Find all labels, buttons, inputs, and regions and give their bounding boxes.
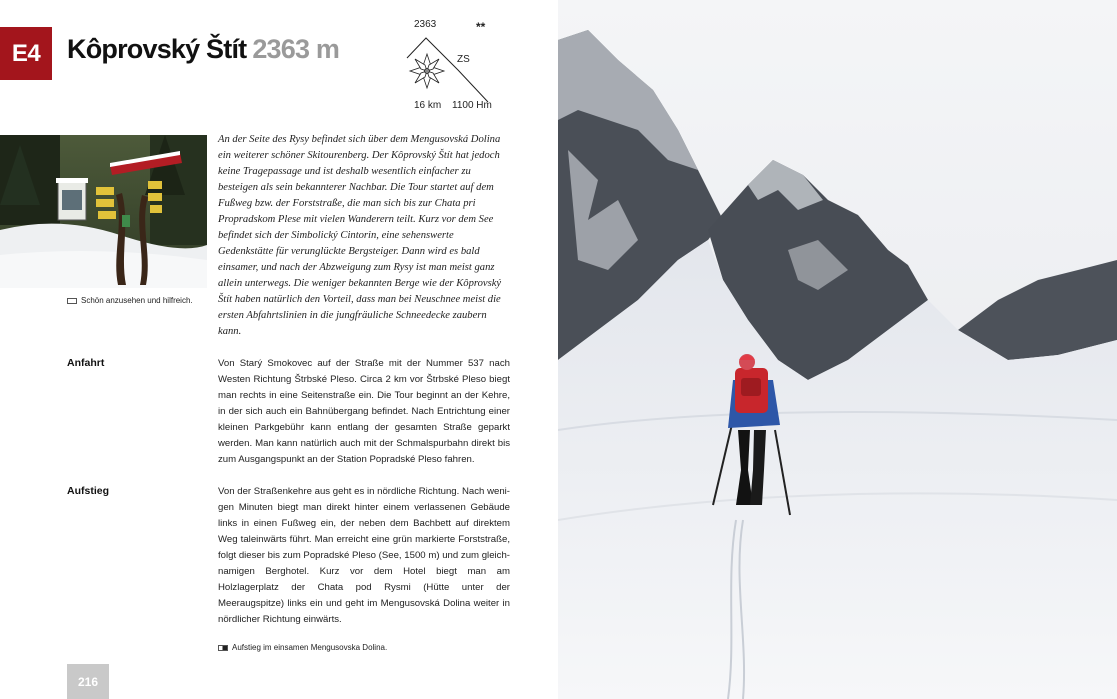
- section-text-anfahrt: [218, 356, 510, 468]
- caption-marker-icon: [218, 645, 228, 651]
- main-photo: [558, 0, 1117, 699]
- main-caption-text: Aufstieg im einsamen Mengusovska Dolina.: [232, 643, 388, 652]
- tour-profile: [400, 14, 500, 114]
- peak-name: Kôprovský Štít: [67, 34, 247, 64]
- section-text-aufstieg: [218, 484, 510, 628]
- thumb-caption-text: Schön anzusehen und hilfreich.: [81, 296, 193, 305]
- left-page: [0, 0, 558, 699]
- anfahrt-paragraph: Von Starý Smokovec auf der Straße mit der Nummer 537 nach Westen Richtung Štrbské Pleso. Circa 2 km vor Štrbské Pleso biegt man rechts in eine Seitenstraße ein. Die Tour beginnt an der Kehre, in der sich auch ein Bahnübergang befindet. Nach Entrichtung einer kleinen Parkgebühr kann entlang der gesamten Straße geparkt werden. Man kann natürlich auch mit der Schmalspurbahn direkt bis zum Ausgangspunkt an der Station Popradské Pleso fahren.: [218, 358, 510, 465]
- page-title: [67, 34, 339, 65]
- tour-code: E4: [11, 39, 41, 67]
- intro-paragraph: An der Seite des Rysy befindet sich über dem Mengusovská Dolina ein weiterer schöner Skitourenberg. Der Kôprovský Štít hat jedoch keine Tragepassage und ist deshalb wesentlich einfacher zu besteigen als sein bekannterer Nachbar. Die Tour startet auf dem Fußweg bzw. der Forststraße, die man sich bis zur Chata pri Propradskom Plese mit vielen Wanderern teilt. Kurz vor dem See befindet sich der Simbolický Cintorin, eine sehenswerte Gedenkstätte für verunglückte Bergsteiger. Dann wird es bald einsamer, und nach der Abzweigung zum Rysy ist man meist ganz allein unterwegs. Die weniger bekannten Berge wie der Kôprovský Štít haben natürlich den Vorteil, dass man bei Neuschnee meist die ersten Abfahrtslinien in die jungfräuliche Schneedecke zaubern kann.: [218, 134, 502, 337]
- section-label-aufstieg: Aufstieg: [67, 485, 109, 497]
- profile-elevation: 2363: [414, 19, 437, 30]
- main-photo-caption: [218, 643, 387, 652]
- section-label-anfahrt: Anfahrt: [67, 357, 105, 369]
- tour-distance: 16 km: [414, 100, 442, 111]
- intro-text: [218, 132, 510, 340]
- difficulty-stars: **: [476, 20, 486, 34]
- signpost-photo: [0, 135, 207, 288]
- tour-ascent: 1100 Hm: [452, 100, 492, 111]
- difficulty-grade: ZS: [457, 54, 470, 65]
- caption-marker-icon: [67, 298, 77, 304]
- thumb-caption: [67, 296, 193, 305]
- page-number-tab: [67, 664, 109, 699]
- aufstieg-paragraph: Von der Straßenkehre aus geht es in nördliche Richtung. Nach wenigen Minuten biegt man direkt hinter einem verlassenen Gebäude links in einen Fußweg ein, der neben dem Bachbett auf direktem Weg taleinwärts führt. Man erreicht eine grün markierte Forststraße, folgt dieser bis zum Popradské Pleso (See, 1500 m) und zum gleichnamigen Berghotel. Kurz vor dem Hotel biegt man am Holzlagerplatz der Chata pod Rysmi (Hütte unter der Meeraugspitze) links ein und geht im Mengusovská Dolina weiter in nördlicher Richtung einwärts.: [218, 486, 510, 625]
- page-number: 216: [77, 674, 99, 689]
- tour-code-badge: [0, 27, 52, 80]
- peak-altitude: 2363 m: [252, 34, 340, 64]
